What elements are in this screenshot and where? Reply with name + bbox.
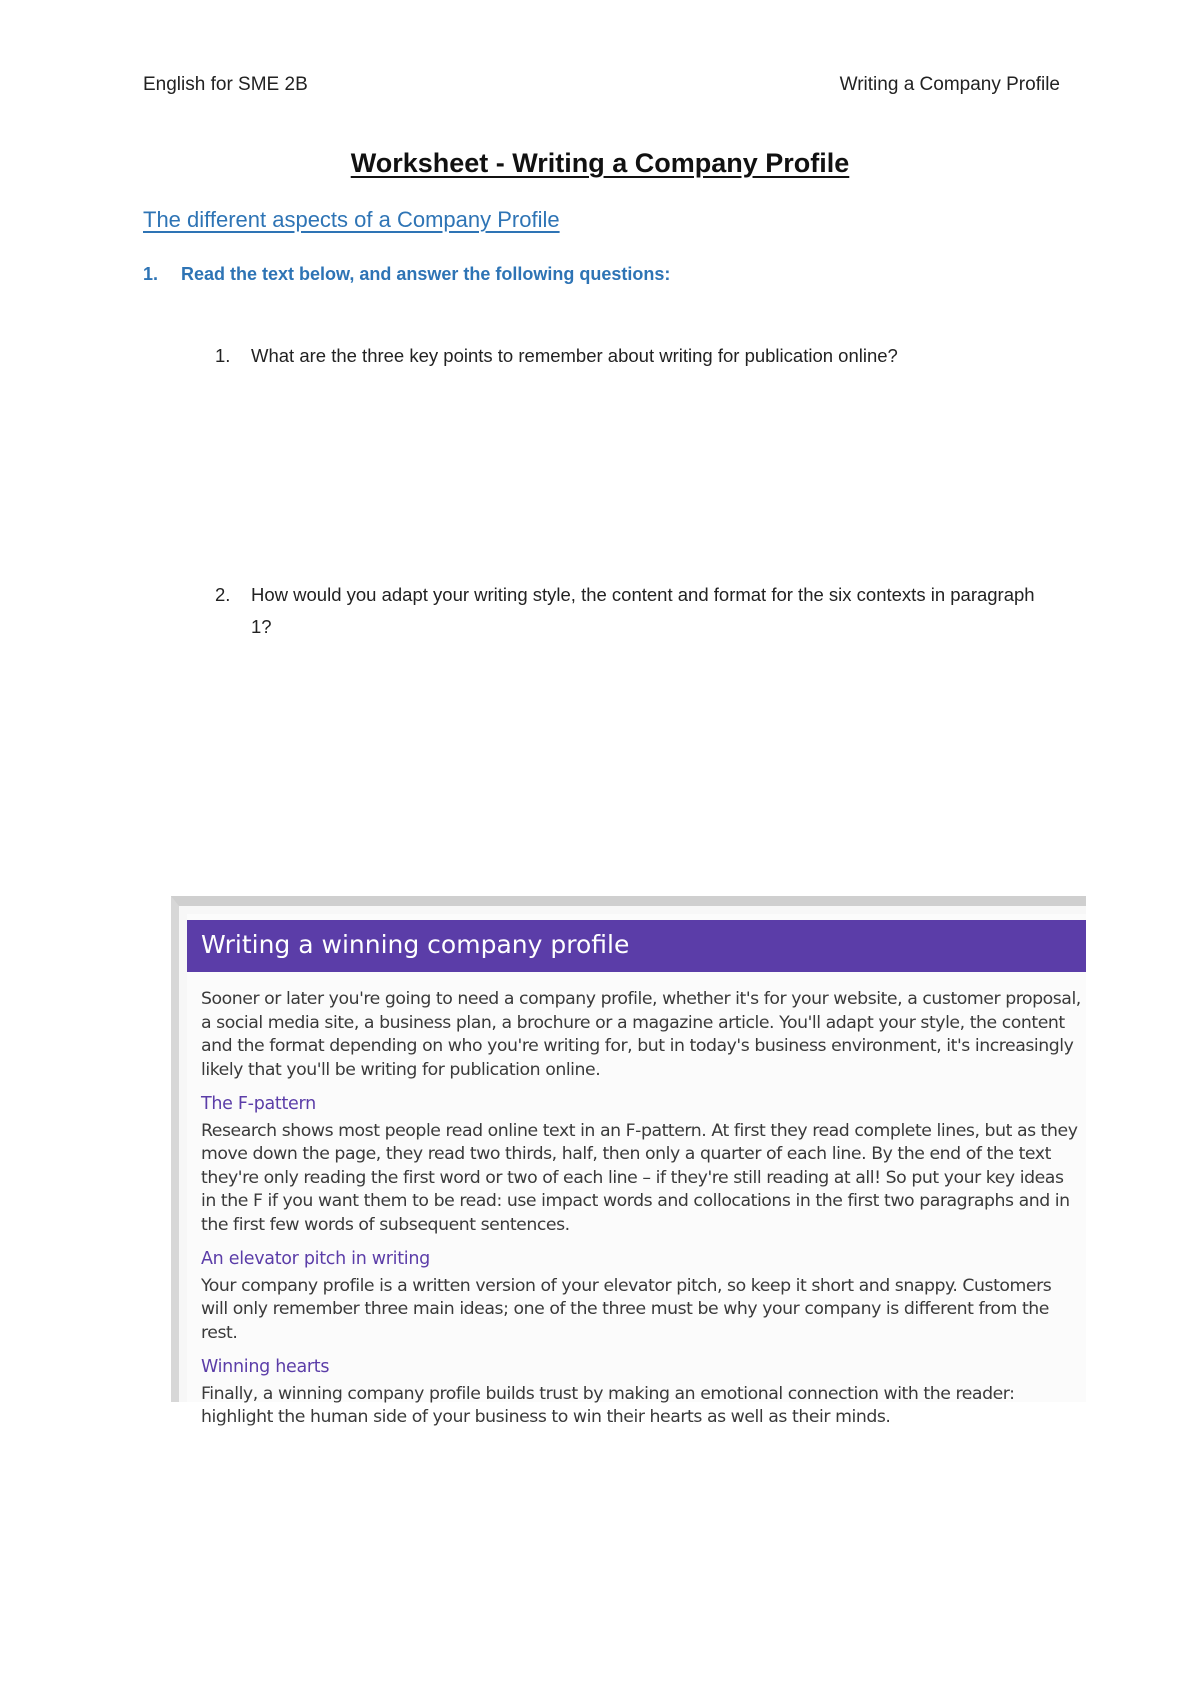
- article-title: Writing a winning company profile: [201, 930, 630, 959]
- question-1: [215, 340, 1055, 372]
- section-heading: The different aspects of a Company Profile: [143, 207, 560, 232]
- article-banner: [187, 920, 1086, 972]
- article-subheading: An elevator pitch in writing: [201, 1249, 430, 1269]
- article-paragraph: Finally, a winning company profile builds trust by making an emotional connection with the reader: highlight the human side of your business to win their hearts as well as their minds.: [201, 1383, 1015, 1427]
- article-subheading: Winning hearts: [201, 1357, 330, 1377]
- question-number: 1.: [215, 345, 231, 366]
- header-course: English for SME 2B: [143, 74, 308, 95]
- article-paragraph: Your company profile is a written version of your elevator pitch, so keep it short and snappy. Customers will only remember three main ideas; one of the three must be why your company is different from the rest.: [201, 1275, 1052, 1343]
- instruction: [143, 264, 670, 285]
- article-paragraph: Research shows most people read online text in an F-pattern. At first they read complete lines, but as they move down the page, they read two thirds, half, then only a quarter of each line. By the end of the text they're only reading the first word or two of each line – if they're still reading at all! So put your key ideas in the F if you want them to be read: use impact words and collocations in the first two paragraphs and in the first few words of subsequent sentences.: [201, 1120, 1078, 1235]
- question-number: 2.: [215, 584, 231, 605]
- header-topic: Writing a Company Profile: [839, 74, 1060, 95]
- article-intro: Sooner or later you're going to need a company profile, whether it's for your website, a customer proposal, a social media site, a business plan, a brochure or a magazine article. You'll adapt your style, the content and the format depending on who you're writing for, but in today's business environment, it's increasingly likely that you'll be writing for publication online.: [201, 989, 1081, 1080]
- question-text: How would you adapt your writing style, the content and format for the six contexts in paragraph 1?: [251, 584, 1035, 637]
- page-title: Worksheet - Writing a Company Profile: [350, 148, 850, 178]
- question-2: [215, 579, 1055, 643]
- scanned-article: [171, 896, 1086, 1427]
- article-body: [201, 988, 1081, 1430]
- article-panel: [187, 914, 1086, 1427]
- question-text: What are the three key points to remember about writing for publication online?: [251, 345, 898, 366]
- instruction-text: Read the text below, and answer the following questions:: [181, 264, 671, 284]
- article-subheading: The F-pattern: [201, 1094, 316, 1114]
- instruction-number: 1.: [143, 264, 159, 284]
